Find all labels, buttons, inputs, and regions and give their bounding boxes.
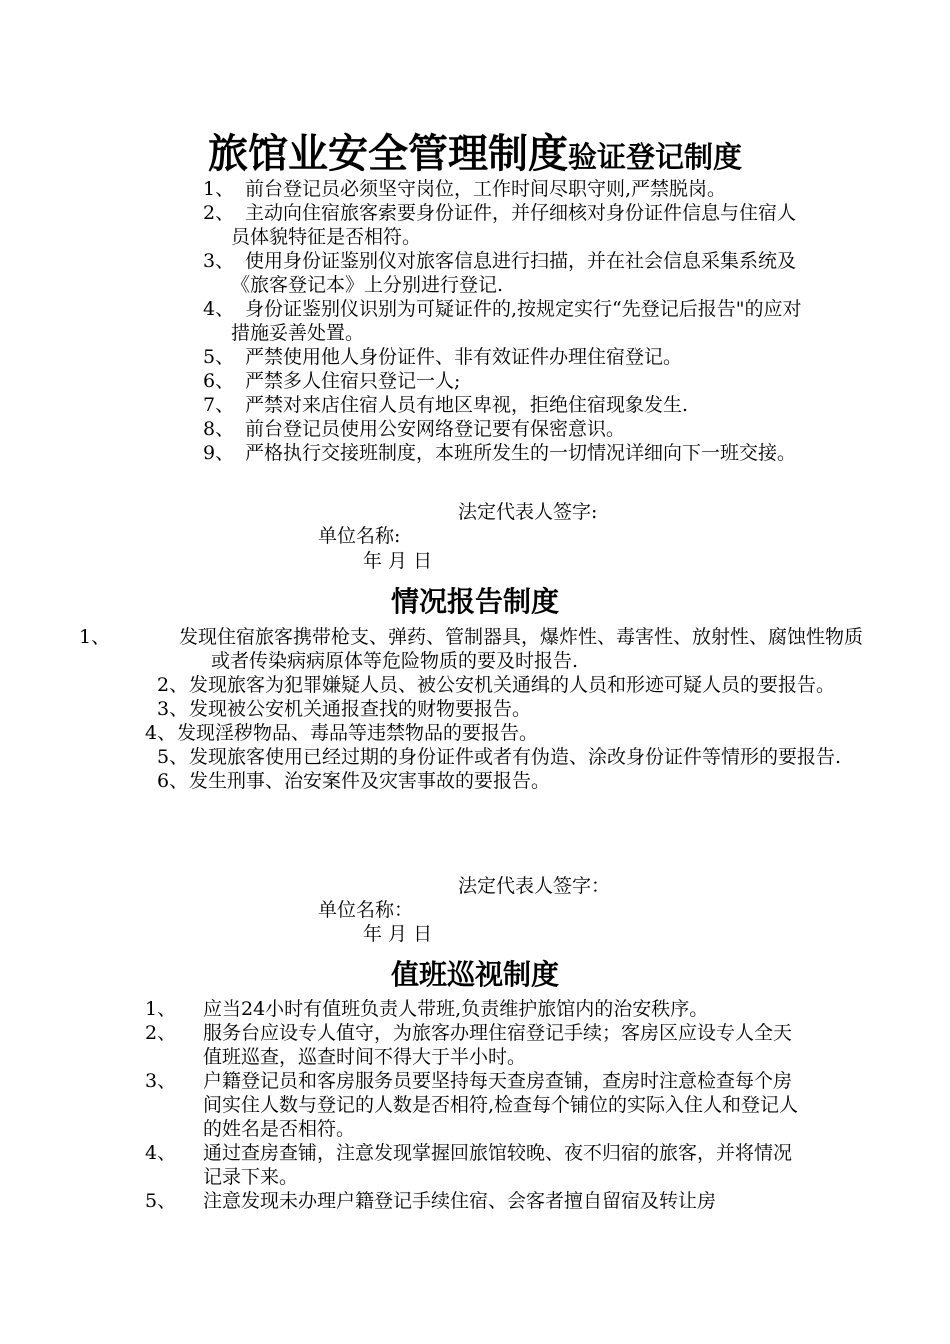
item-text: 前台登记员必须坚守岗位，工作时间尽职守则,严禁脱岗。 <box>245 178 727 200</box>
item-text: 前台登记员使用公安网络登记要有保密意识。 <box>245 418 626 440</box>
section2-title: 情况报告制度 <box>390 585 559 618</box>
item-number: 6、 <box>157 770 189 792</box>
item-text: 严禁多人住宿只登记一人; <box>245 370 461 392</box>
section3-title: 值班巡视制度 <box>390 958 559 991</box>
item-number: 1、 <box>145 998 177 1020</box>
item-number: 9、 <box>203 442 235 464</box>
list-item <box>203 441 813 465</box>
list-item <box>145 1069 810 1141</box>
item-text: 应当24小时有值班负责人带班,负责维护旅馆内的治安秩序。 <box>203 998 709 1020</box>
item-number: 4、 <box>203 298 235 320</box>
document-title <box>0 122 950 179</box>
item-text: 发现旅客使用已经过期的身份证件或者有伪造、涂改身份证件等情形的要报告. <box>189 746 842 768</box>
list-item <box>203 369 813 393</box>
list-item <box>203 393 813 417</box>
item-number: 4、 <box>145 1142 177 1164</box>
unit-name: 单位名称: <box>318 525 401 547</box>
item-number: 2、 <box>145 1022 177 1044</box>
section1-title: 验证登记制度 <box>567 140 742 174</box>
item-text: 户籍登记员和客房服务员要坚持每天查房查铺，查房时注意检查每个房间实住人数与登记的人数是否相符,检查每个铺位的实际入住人和登记人的姓名是否相符。 <box>203 1070 799 1140</box>
item-number: 3、 <box>145 1070 177 1092</box>
list-item <box>157 769 842 793</box>
item-text: 身份证鉴别仪识别为可疑证件的,按规定实行“先登记后报告"的应对措施妥善处置。 <box>231 298 802 344</box>
item-number: 5、 <box>157 746 189 768</box>
item-text: 注意发现未办理户籍登记手续住宿、会客者擅自留宿及转让房 <box>203 1190 717 1212</box>
item-number: 2、 <box>157 674 189 696</box>
item-text: 使用身份证鉴别仪对旅客信息进行扫描，并在社会信息采集系统及《旅客登记本》上分别进行登记. <box>231 250 797 296</box>
list-item <box>203 417 813 441</box>
item-number: 7、 <box>203 394 235 416</box>
item-number: 3、 <box>203 250 235 272</box>
item-text: 发现被公安机关通报查找的财物要报告。 <box>189 698 532 720</box>
unit-name: 单位名称： <box>318 899 414 921</box>
section2-list <box>0 625 950 793</box>
item-number: 1、 <box>79 626 111 648</box>
item-text: 严禁对来店住宿人员有地区卑视，拒绝住宿现象发生. <box>245 394 689 416</box>
date-line: 年 月 日 <box>363 923 433 945</box>
item-number: 4、 <box>145 722 177 744</box>
item-text: 主动向住宿旅客索要身份证件，并仔细核对身份证件信息与住宿人员体貌特征是否相符。 <box>231 202 797 248</box>
section1-list <box>203 177 813 465</box>
legal-rep-signature: 法定代表人签字： <box>458 875 611 897</box>
item-text: 发生刑事、治安案件及灾害事故的要报告。 <box>189 770 551 792</box>
item-text: 严禁使用他人身份证件、非有效证件办理住宿登记。 <box>245 346 683 368</box>
item-number: 2、 <box>203 202 235 224</box>
item-text: 通过查房查铺，注意发现掌握回旅馆较晚、夜不归宿的旅客，并将情况记录下来。 <box>203 1142 793 1188</box>
list-item <box>157 697 842 721</box>
list-item <box>203 177 813 201</box>
item-number: 5、 <box>203 346 235 368</box>
item-text: 发现住宿旅客携带枪支、弹药、管制器具，爆炸性、毒害性、放射性、腐蚀性物质或者传染病病原体等危险物质的要及时报告. <box>179 626 864 672</box>
list-item <box>157 745 842 769</box>
item-number: 8、 <box>203 418 235 440</box>
list-item <box>203 201 813 249</box>
list-item <box>79 625 876 673</box>
item-text: 发现淫秽物品、毒品等违禁物品的要报告。 <box>177 722 539 744</box>
item-number: 6、 <box>203 370 235 392</box>
list-item <box>145 1141 810 1189</box>
list-item <box>145 1021 810 1069</box>
list-item <box>203 249 813 297</box>
item-text: 严格执行交接班制度，本班所发生的一切情况详细向下一班交接。 <box>245 442 797 464</box>
list-item <box>203 345 813 369</box>
item-number: 3、 <box>157 698 189 720</box>
list-item <box>157 673 842 697</box>
list-item <box>203 297 813 345</box>
item-text: 服务台应设专人值守，为旅客办理住宿登记手续；客房区应设专人全天值班巡查，巡查时间不得大于半小时。 <box>203 1022 793 1068</box>
section3-list <box>145 997 810 1213</box>
legal-rep-signature: 法定代表人签字: <box>458 501 598 523</box>
list-item <box>145 1189 810 1213</box>
list-item <box>145 721 842 745</box>
item-number: 1、 <box>203 178 235 200</box>
date-line: 年 月 日 <box>363 550 433 572</box>
main-title: 旅馆业安全管理制度 <box>207 130 568 177</box>
item-number: 5、 <box>145 1190 177 1212</box>
list-item <box>145 997 810 1021</box>
item-text: 发现旅客为犯罪嫌疑人员、被公安机关通缉的人员和形迹可疑人员的要报告。 <box>189 674 836 696</box>
